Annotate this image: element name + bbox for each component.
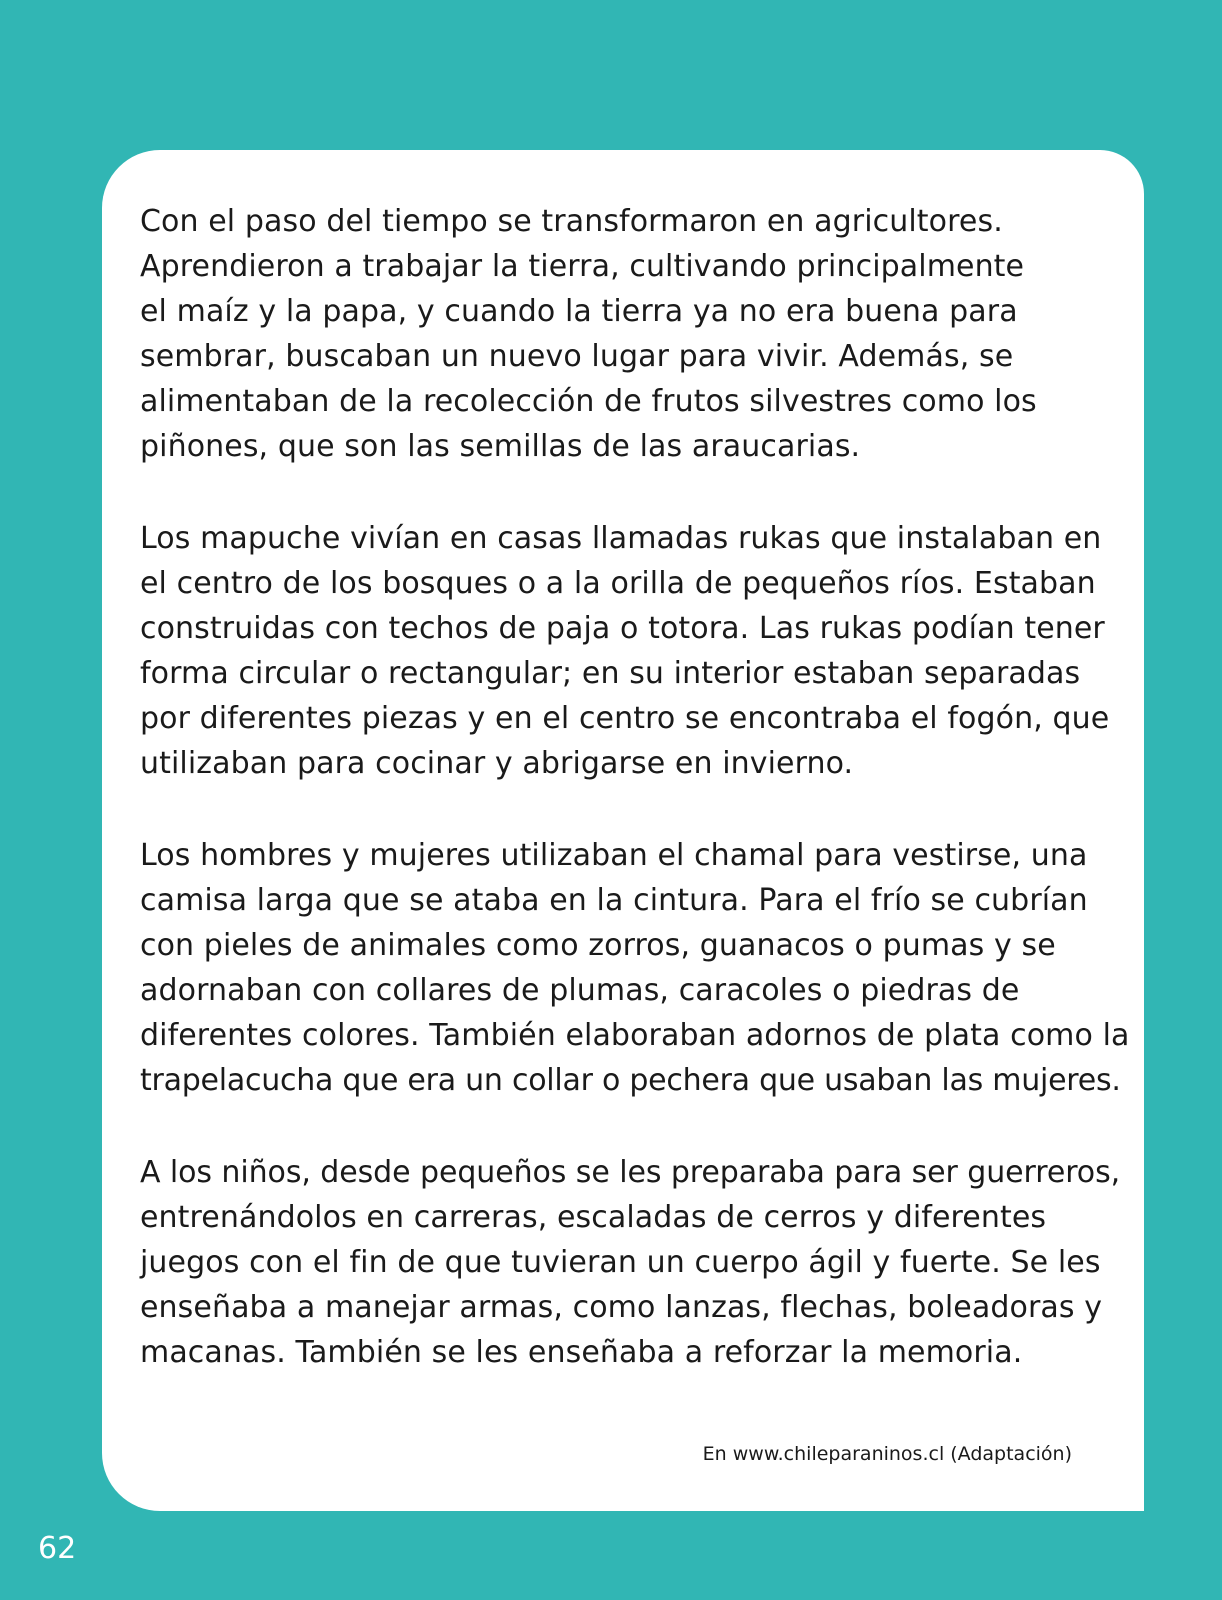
text-line: Con el paso del tiempo se transformaron en agricultores.: [140, 204, 1003, 239]
page-number: 62: [38, 1531, 77, 1566]
text-line: utilizaban para cocinar y abrigarse en invierno.: [140, 746, 854, 781]
text-line: por diferentes piezas y en el centro se encontraba el fogón, que: [140, 701, 1110, 736]
text-line: alimentaban de la recolección de frutos silvestres como los: [140, 384, 1037, 419]
text-line: entrenándolos en carreras, escaladas de cerros y diferentes: [140, 1200, 1047, 1235]
paragraph-clothing: [140, 833, 1130, 1103]
text-line: piñones, que son las semillas de las araucarias.: [140, 429, 861, 464]
text-line: enseñaba a manejar armas, como lanzas, flechas, boleadoras y: [140, 1290, 1103, 1325]
text-line: Los mapuche vivían en casas llamadas rukas que instalaban en: [140, 521, 1102, 556]
text-line: construidas con techos de paja o totora. Las rukas podían tener: [140, 611, 1105, 646]
text-line: adornaban con collares de plumas, caracoles o piedras de: [140, 973, 1020, 1008]
source-attribution: En www.chileparaninos.cl (Adaptación): [702, 1443, 1072, 1465]
text-line: sembrar, buscaban un nuevo lugar para vivir. Además, se: [140, 339, 1014, 374]
text-line: diferentes colores. También elaboraban adornos de plata como la: [140, 1018, 1130, 1053]
paragraph-agriculture: [140, 199, 1130, 469]
paragraph-children: [140, 1150, 1130, 1375]
text-line: macanas. También se les enseñaba a reforzar la memoria.: [140, 1335, 1023, 1370]
text-line: el centro de los bosques o a la orilla de pequeños ríos. Estaban: [140, 566, 1096, 601]
text-line: trapelacucha que era un collar o pechera que usaban las mujeres.: [140, 1063, 1121, 1098]
paragraph-rukas: [140, 516, 1130, 786]
text-line: camisa larga que se ataba en la cintura. Para el frío se cubrían: [140, 883, 1088, 918]
text-line: forma circular o rectangular; en su interior estaban separadas: [140, 656, 1081, 691]
text-line: con pieles de animales como zorros, guanacos o pumas y se: [140, 928, 1056, 963]
text-line: Aprendieron a trabajar la tierra, cultivando principalmente: [140, 249, 1025, 284]
text-line: juegos con el fin de que tuvieran un cuerpo ágil y fuerte. Se les: [140, 1245, 1101, 1280]
text-line: el maíz y la papa, y cuando la tierra ya no era buena para: [140, 294, 1018, 329]
text-line: Los hombres y mujeres utilizaban el chamal para vestirse, una: [140, 838, 1088, 873]
text-line: A los niños, desde pequeños se les preparaba para ser guerreros,: [140, 1155, 1121, 1190]
